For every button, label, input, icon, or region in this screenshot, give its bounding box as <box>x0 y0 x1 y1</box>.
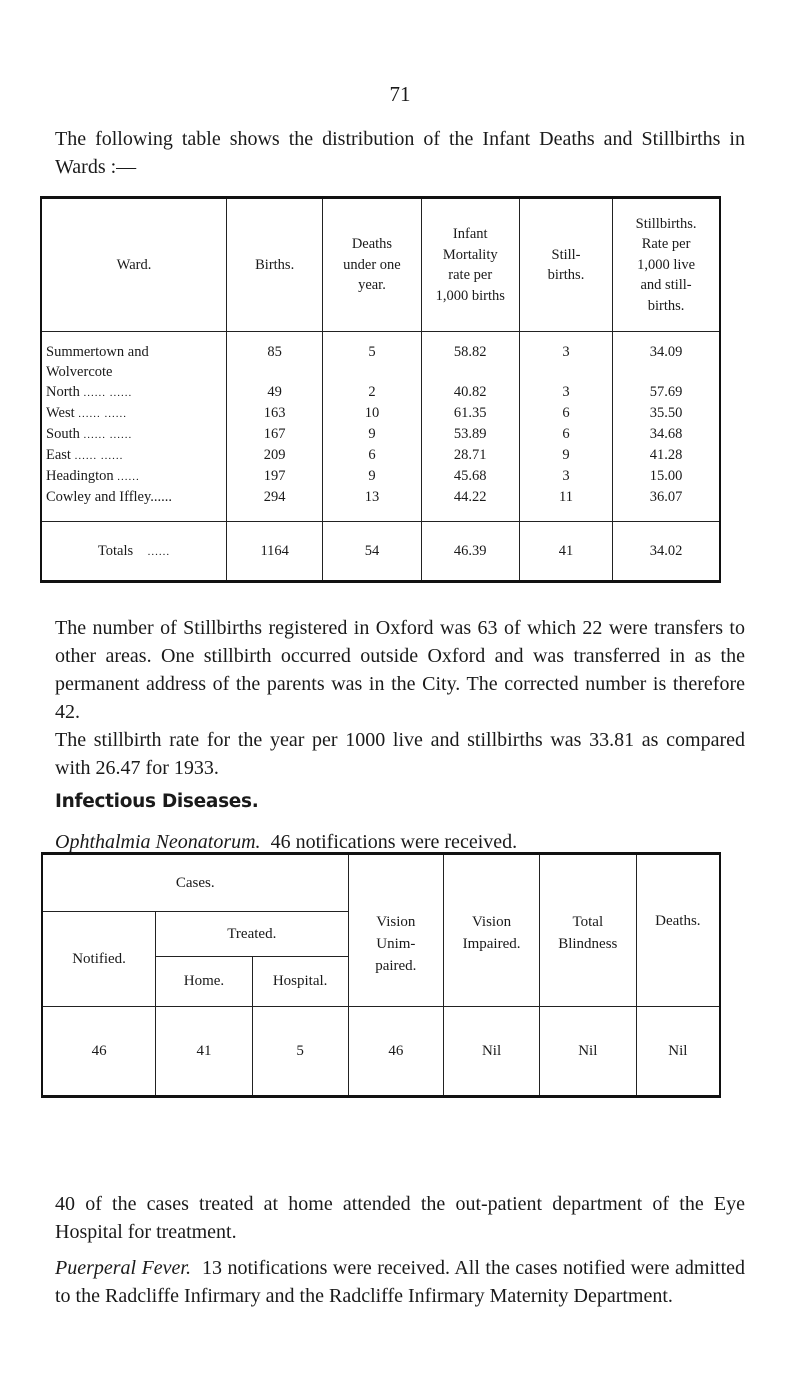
out-patient-paragraph: 40 of the cases treated at home attended the out-patient department of the Eye Hospital for treatment. <box>55 1193 745 1243</box>
table-row: West ...... ...... 163 10 61.35 6 35.50 <box>41 403 720 424</box>
stillbirths-paragraph: The number of Stillbirths registered in Oxford was 63 of which 22 were transfers to other areas. One stillbirth occurred outside Oxford and was transferred in as the permanent address of the parents was in the City. The corrected number is therefore 42. <box>55 617 745 723</box>
header-total-blindness: Total Blindness <box>539 854 636 1007</box>
table-row: Headington ...... 197 9 45.68 3 15.00 <box>41 466 720 487</box>
header-infant-mortality: Infant Mortality rate per 1,000 births <box>421 198 519 332</box>
header-notified: Notified. <box>42 912 156 1007</box>
header-ward: Ward. <box>41 198 227 332</box>
header-treated: Treated. <box>156 912 348 957</box>
stillbirth-rate-paragraph: The stillbirth rate for the year per 1000 live and stillbirths was 33.81 as compared with 26.47 for 1933. <box>55 729 745 779</box>
ward-table-header <box>41 198 720 332</box>
page-number: 71 <box>389 82 411 106</box>
table-row: East ...... ...... 209 6 28.71 9 41.28 <box>41 445 720 466</box>
header-stillbirths: Still- births. <box>519 198 612 332</box>
intro-paragraph: The following table shows the distribution of the Infant Deaths and Stillbirths in Wards :— <box>55 128 745 178</box>
table-row: South ...... ...... 167 9 53.89 6 34.68 <box>41 424 720 445</box>
header-deaths: Deaths under one year. <box>323 198 421 332</box>
puerperal-paragraph: Puerperal Fever. 13 notifications were received. All the cases notified were admitted to the Radcliffe Infirmary and the Radcliffe Infirmary Maternity Department. <box>55 1257 745 1307</box>
totals-row: Totals ...... 1164 54 46.39 41 34.02 <box>41 522 720 582</box>
header-vision-unimpaired: Vision Unim- paired. <box>348 854 444 1007</box>
table-row: Cowley and Iffley...... 294 13 44.22 11 36.07 <box>41 487 720 522</box>
header-births: Births. <box>227 198 323 332</box>
table-row: 46 41 5 46 Nil Nil Nil <box>42 1007 720 1097</box>
ophthalmia-paragraph: Ophthalmia Neonatorum. 46 notifications were received. <box>55 831 518 853</box>
ophthalmia-table <box>41 852 721 1098</box>
table-row: North ...... ...... 49 2 40.82 3 57.69 <box>41 382 720 403</box>
ward-table <box>40 196 721 583</box>
header-hospital: Hospital. <box>252 957 348 1007</box>
header-deaths: Deaths. <box>636 854 720 1007</box>
header-home: Home. <box>156 957 253 1007</box>
section-heading: Infectious Diseases. <box>55 791 259 812</box>
header-vision-impaired: Vision Impaired. <box>444 854 540 1007</box>
header-stillbirth-rate: Stillbirths. Rate per 1,000 live and still- births. <box>613 198 720 332</box>
header-cases: Cases. <box>42 854 348 912</box>
table-row: Summertown and Wolvercote 85 5 58.82 3 34.09 <box>41 332 720 383</box>
